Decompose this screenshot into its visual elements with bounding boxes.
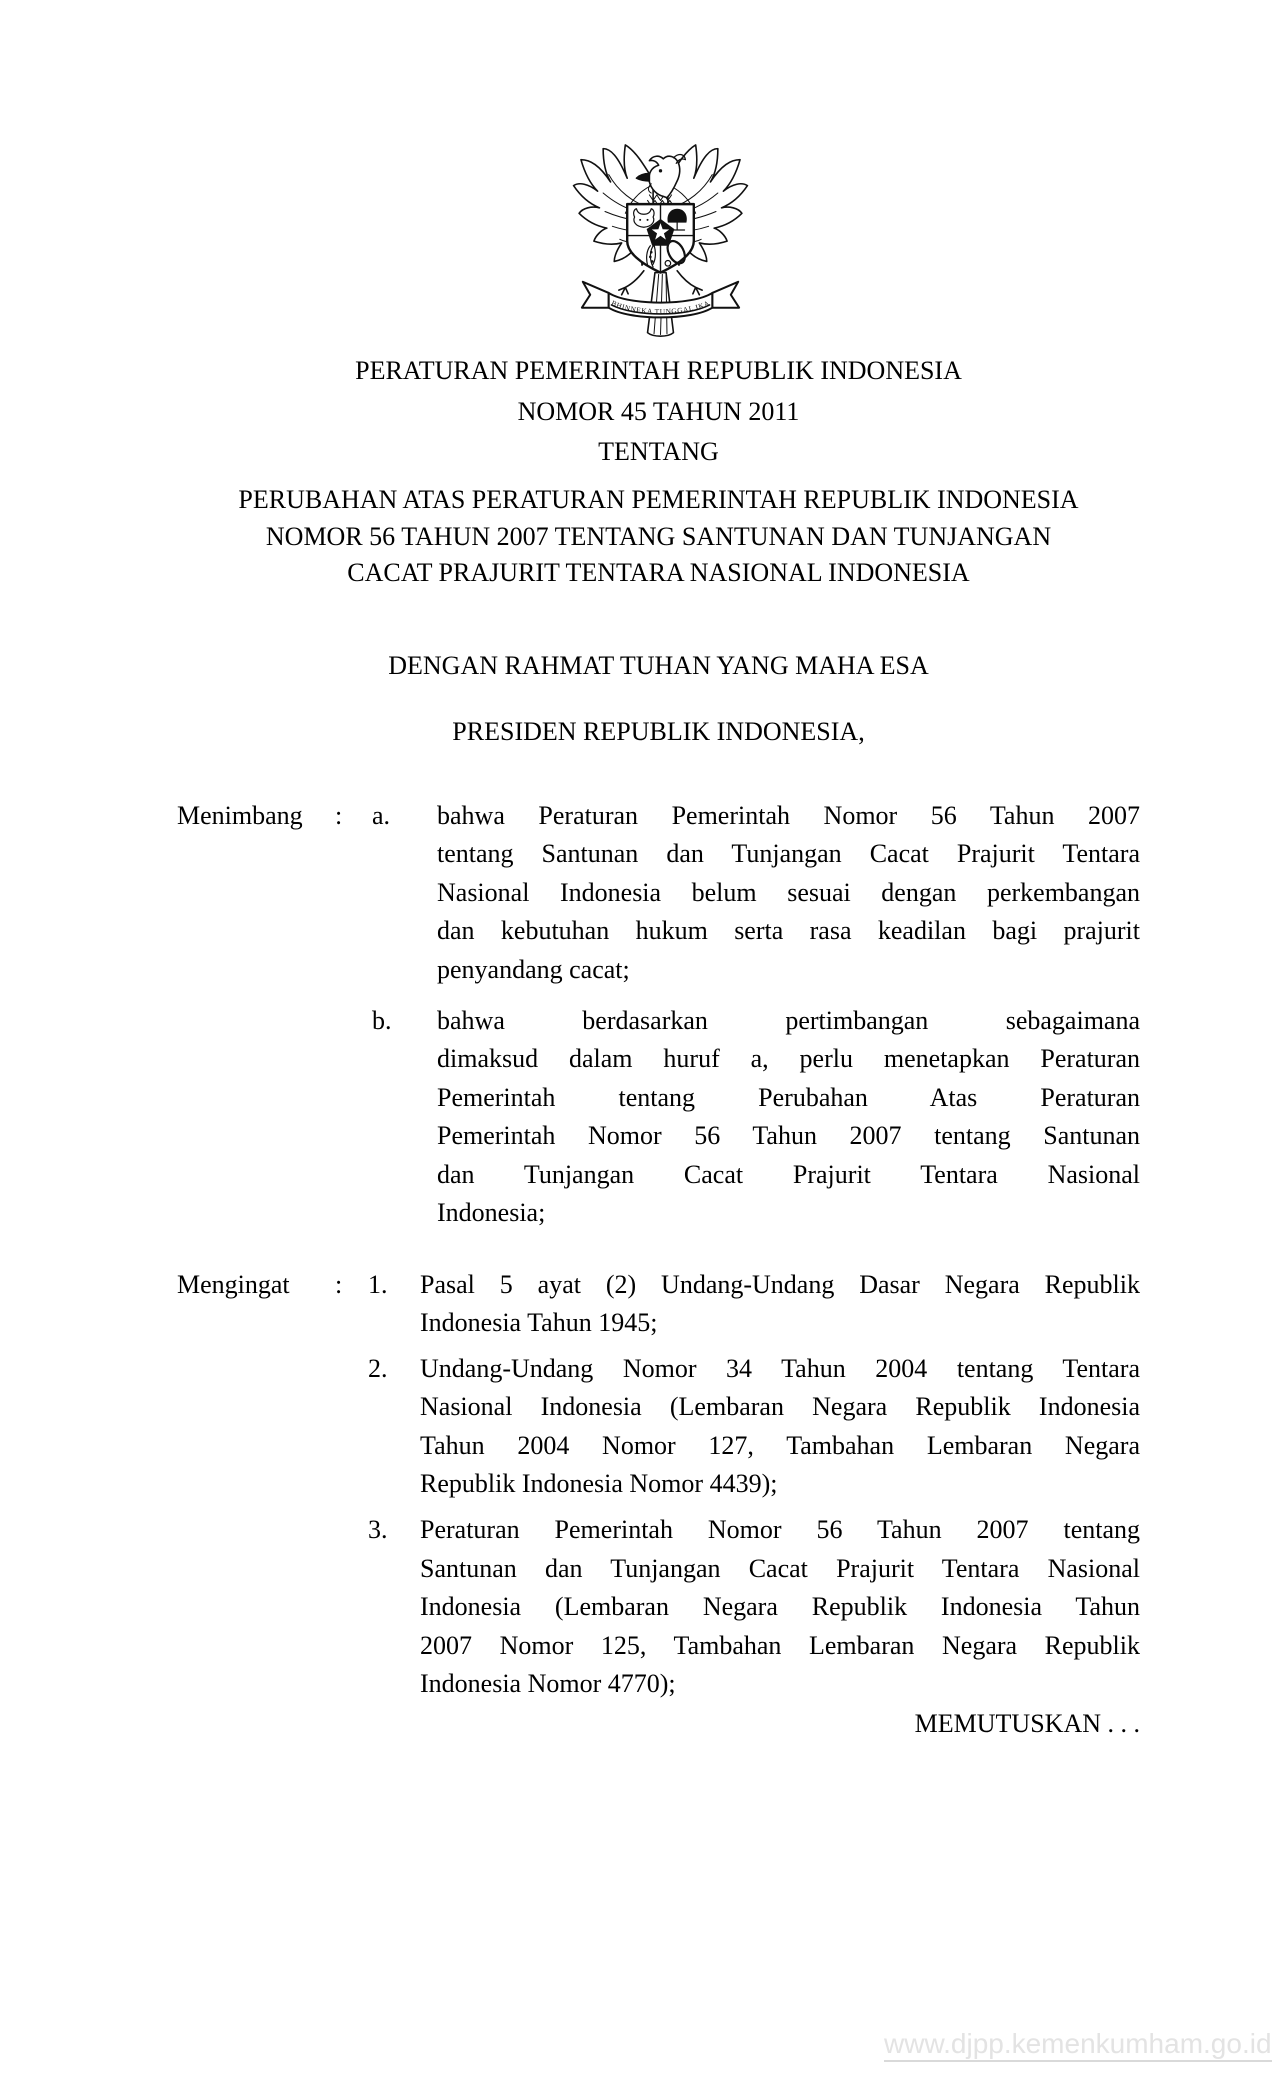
subject-line-1: PERUBAHAN ATAS PERATURAN PEMERINTAH REPUBLIK INDONESIA xyxy=(238,485,1079,514)
item-marker-3: 3. xyxy=(368,1515,388,1545)
watermark-url: www.djpp.kemenkumham.go.id xyxy=(884,2029,1272,2062)
mengingat-item-1 xyxy=(177,1266,1140,1343)
text-line: dan Tunjangan Cacat Prajurit Tentara Nasional xyxy=(437,1159,1140,1189)
item-text xyxy=(437,1002,1140,1232)
text-line: 2007 Nomor 125, Tambahan Lembaran Negara Republik xyxy=(420,1630,1140,1660)
text-line: Undang-Undang Nomor 34 Tahun 2004 tentang Tentara xyxy=(420,1353,1140,1383)
text-line: Santunan dan Tunjangan Cacat Prajurit Tentara Nasional xyxy=(420,1553,1140,1583)
issuer-line: PRESIDEN REPUBLIK INDONESIA, xyxy=(452,717,865,746)
text-line: Nasional Indonesia (Lembaran Negara Republik Indonesia xyxy=(420,1392,1140,1422)
text-line: Pemerintah Nomor 56 Tahun 2007 tentang Santunan xyxy=(437,1121,1140,1151)
invocation-line: DENGAN RAHMAT TUHAN YANG MAHA ESA xyxy=(388,651,929,680)
mengingat-item-3 xyxy=(177,1511,1140,1703)
text-line: bahwa berdasarkan pertimbangan sebagaimana xyxy=(437,1006,1140,1036)
text-line: dimaksud dalam huruf a, perlu menetapkan Peraturan xyxy=(437,1044,1140,1074)
mengingat-item-2 xyxy=(177,1350,1140,1504)
item-marker-1: 1. xyxy=(368,1270,388,1299)
item-marker-b: b. xyxy=(372,1006,392,1036)
text-line: dan kebutuhan hukum serta rasa keadilan bagi prajurit xyxy=(437,916,1140,946)
subject-block xyxy=(177,482,1140,592)
menimbang-label: Menimbang xyxy=(177,801,303,830)
menimbang-item-b xyxy=(177,1002,1140,1232)
text-line: Indonesia (Lembaran Negara Republik Indonesia Tahun xyxy=(420,1592,1140,1622)
item-text xyxy=(420,1511,1140,1703)
text-line: bahwa Peraturan Pemerintah Nomor 56 Tahun 2007 xyxy=(437,801,1140,830)
menimbang-item-a xyxy=(177,797,1140,989)
text-line: Indonesia Tahun 1945; xyxy=(420,1308,658,1338)
text-line: Republik Indonesia Nomor 4439); xyxy=(420,1469,778,1499)
title-line-1: PERATURAN PEMERINTAH REPUBLIK INDONESIA xyxy=(355,356,962,385)
mengingat-section xyxy=(177,1266,1140,1703)
emblem-ribbon-text: BHINNEKA TUNGGAL IKA xyxy=(609,298,712,316)
memutuskan-line: MEMUTUSKAN . . . xyxy=(914,1709,1140,1738)
item-text xyxy=(420,1350,1140,1504)
colon-separator: : xyxy=(335,1270,343,1299)
title-line-2: NOMOR 45 TAHUN 2011 xyxy=(517,396,800,426)
text-line: Peraturan Pemerintah Nomor 56 Tahun 2007 tentang xyxy=(420,1515,1140,1545)
text-line: Tahun 2004 Nomor 127, Tambahan Lembaran Negara xyxy=(420,1430,1140,1460)
text-line: penyandang cacat; xyxy=(437,954,630,984)
text-line: Indonesia Nomor 4770); xyxy=(420,1669,676,1699)
text-line: Indonesia; xyxy=(437,1198,546,1228)
text-line: Pasal 5 ayat (2) Undang-Undang Dasar Negara Republik xyxy=(420,1270,1140,1299)
title-line-3: TENTANG xyxy=(598,437,719,466)
title-block xyxy=(177,351,1140,473)
colon-separator: : xyxy=(335,801,343,830)
item-marker-2: 2. xyxy=(368,1353,388,1383)
subject-line-2: NOMOR 56 TAHUN 2007 TENTANG SANTUNAN DAN TUNJANGAN xyxy=(265,521,1052,551)
item-text xyxy=(420,1266,1140,1343)
menimbang-section xyxy=(177,797,1140,1232)
text-line: tentang Santunan dan Tunjangan Cacat Prajurit Tentara xyxy=(437,839,1140,869)
garuda-pancasila-icon xyxy=(568,143,753,342)
subject-line-3: CACAT PRAJURIT TENTARA NASIONAL INDONESIA xyxy=(347,558,970,587)
mengingat-label: Mengingat xyxy=(177,1270,290,1299)
text-line: Nasional Indonesia belum sesuai dengan perkembangan xyxy=(437,877,1140,907)
text-line: Pemerintah tentang Perubahan Atas Peraturan xyxy=(437,1082,1140,1112)
item-text xyxy=(437,797,1140,989)
item-marker-a: a. xyxy=(372,801,391,830)
